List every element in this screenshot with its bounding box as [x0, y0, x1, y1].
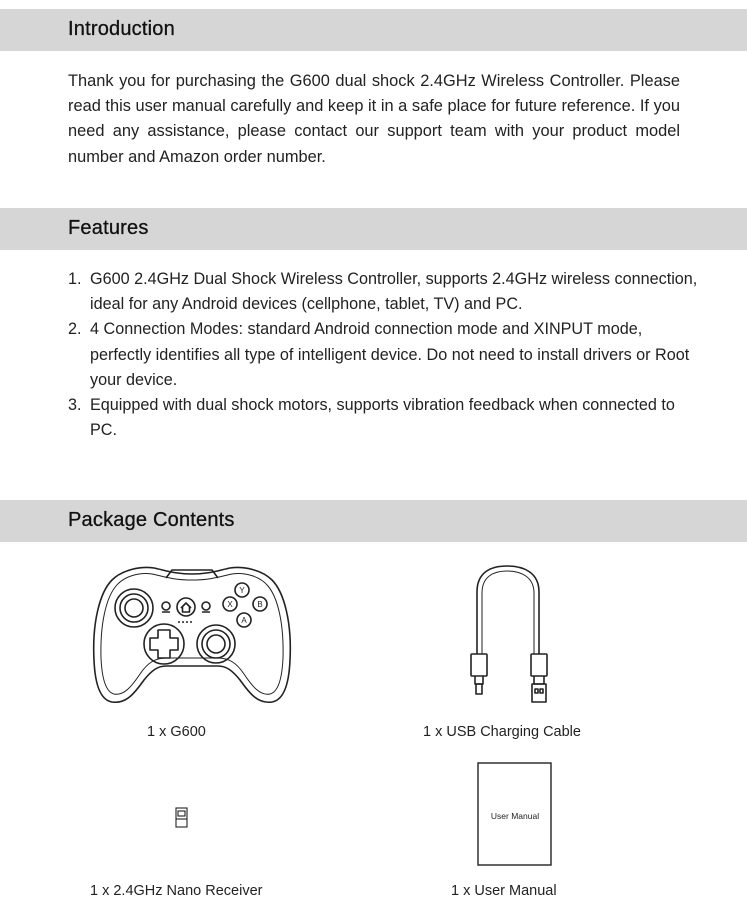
- button-a-label: A: [241, 616, 247, 625]
- feature-item: 1. G600 2.4GHz Dual Shock Wireless Controller, supports 2.4GHz wireless connection, ideal for any Android devices (cellphone, tablet, TV) and PC.: [68, 270, 698, 314]
- gamepad-icon: [92, 562, 292, 712]
- caption-user-manual: 1 x User Manual: [451, 883, 557, 899]
- caption-usb-cable: 1 x USB Charging Cable: [423, 724, 581, 740]
- introduction-header: [0, 9, 747, 51]
- introduction-title: Introduction: [68, 18, 175, 40]
- caption-g600: 1 x G600: [147, 724, 206, 740]
- features-title: Features: [68, 217, 149, 239]
- package-header: [0, 500, 747, 542]
- button-b-label: B: [257, 600, 263, 609]
- button-y-label: Y: [239, 586, 245, 595]
- introduction-body: Thank you for purchasing the G600 dual shock 2.4GHz Wireless Controller. Please read this user manual carefully and keep it in a safe place for future reference. If you need any assistance, please contact our support team with your product model number and Amazon order number.: [68, 72, 680, 166]
- features-header: [0, 208, 747, 250]
- nano-receiver-illustration: [174, 806, 190, 830]
- user-manual-illustration: [477, 762, 553, 868]
- nano-receiver-icon: [174, 806, 190, 830]
- user-manual-label: User Manual: [490, 811, 540, 821]
- package-title: Package Contents: [68, 509, 235, 531]
- caption-nano-receiver: 1 x 2.4GHz Nano Receiver: [90, 883, 263, 899]
- user-manual-icon: [477, 762, 553, 868]
- gamepad-illustration: [92, 562, 292, 712]
- features-list: [68, 267, 698, 443]
- usb-cable-illustration: [455, 562, 565, 712]
- button-x-label: X: [227, 600, 233, 609]
- feature-item: 3. Equipped with dual shock motors, supports vibration feedback when connected to PC.: [68, 396, 675, 440]
- usb-cable-icon: [455, 562, 565, 712]
- feature-item: 2. 4 Connection Modes: standard Android connection mode and XINPUT mode, perfectly identifies all type of intelligent device. Do not need to install drivers or Root your device.: [68, 320, 690, 389]
